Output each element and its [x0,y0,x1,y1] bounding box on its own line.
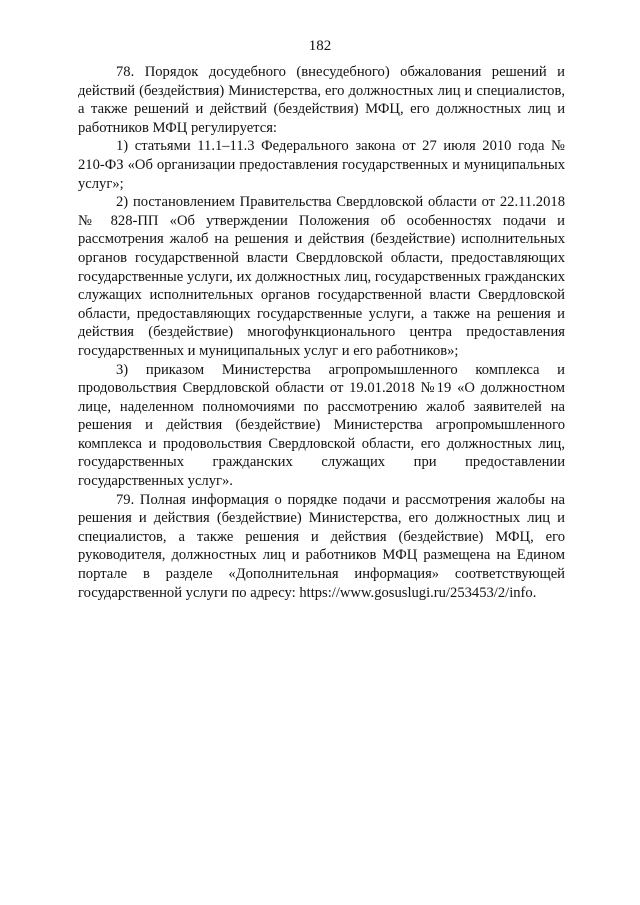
paragraph-78-item-1: 1) статьями 11.1–11.3 Федерального закона от 27 июля 2010 года № 210-ФЗ «Об организации предоставления государственных и муниципальных услуг»; [78,138,565,192]
paragraph-78-item-3: 3) приказом Министерства агропромышленного комплекса и продовольствия Свердловской области от 19.01.2018 №19 «О должностном лице, наделенном полномочиями по рассмотрению жалоб заявителей на решения и действия (бездействие) Министерства агропромышленного комплекса и продовольствия Свердловской области, его должностных лиц, государственных гражданских служащих при предоставлении государственных услуг». [78,361,565,490]
document-body [78,63,565,602]
page-number: 182 [308,38,332,54]
paragraph-78-item-2: 2) постановлением Правительства Свердловской области от 22.11.2018 № 828-ПП «Об утверждении Положения об особенностях подачи и рассмотрения жалоб на решения и действия (бездействие) исполнительных органов государственной власти Свердловской области, предоставляющих государственные услуги, их должностных лиц, государственных гражданских служащих исполнительных органов государственной власти Свердловской области, предоставляющих государственные услуги, а также на решения и действия (бездействие) многофункционального центра предоставления государственных и муниципальных услуг и его работников»; [78,194,565,359]
paragraph-79: 79. Полная информация о порядке подачи и рассмотрения жалобы на решения и действия (бездействие) Министерства, его должностных лиц и специалистов, а также решения и действия (бездействие) МФЦ, его руководителя, должностных лиц и работников МФЦ размещена на Едином портале в разделе «Дополнительная информация» соответствующей государственной услуги по адресу: https://www.gosuslugi.ru/253453/2/info. [78,491,565,601]
paragraph-78: 78. Порядок досудебного (внесудебного) обжалования решений и действий (бездействия) Министерства, его должностных лиц и специалистов, а также решений и действий (бездействия) МФЦ, его должностных лиц и работников МФЦ регулируется: [78,64,565,136]
